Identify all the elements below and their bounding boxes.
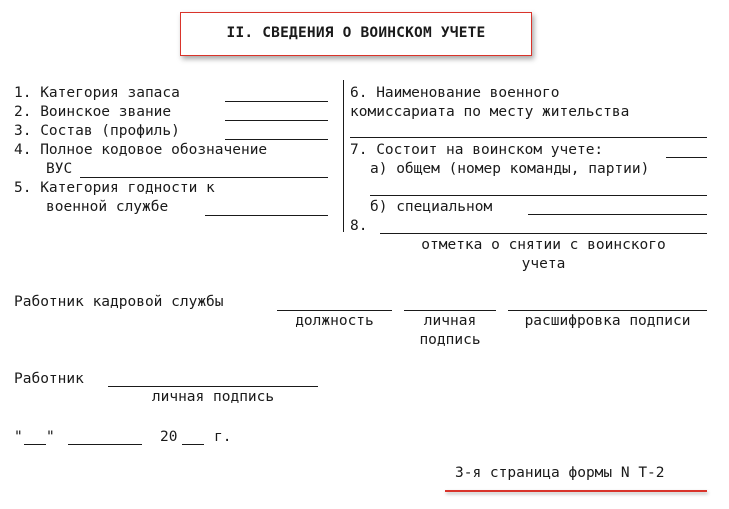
item-2-field[interactable]: [225, 120, 328, 121]
worker-signature-caption: личная подпись: [151, 389, 275, 405]
hr-decoding-caption: расшифровка подписи: [524, 313, 691, 329]
item-6-field[interactable]: [350, 137, 707, 138]
section-title-box: [180, 12, 532, 56]
hr-worker-decoding-field[interactable]: [508, 310, 707, 311]
item-5-field[interactable]: [205, 215, 328, 216]
item-4-field[interactable]: [80, 177, 328, 178]
date-month-field[interactable]: [68, 444, 142, 445]
item-4-label-cont: ВУС: [46, 161, 73, 177]
hr-worker-signature-field[interactable]: [404, 310, 496, 311]
hr-worker-label: Работник кадровой службы: [14, 294, 224, 310]
hr-position-caption: должность: [295, 313, 374, 329]
date-quote-open: ": [14, 429, 23, 445]
item-7-label: 7. Состоит на воинском учете:: [350, 142, 604, 158]
hr-signature-caption: личная: [423, 313, 477, 329]
item-5-label-cont: военной службе: [46, 199, 169, 215]
date-quote-close: ": [46, 429, 55, 445]
item-7a-label: а) общем (номер команды, партии): [370, 161, 650, 177]
item-8-field[interactable]: [380, 233, 707, 234]
item-3-label: 3. Состав (профиль): [14, 123, 180, 139]
item-4-label: 4. Полное кодовое обозначение: [14, 142, 268, 158]
section-title: II. СВЕДЕНИЯ О ВОИНСКОМ УЧЕТЕ: [226, 25, 486, 41]
item-6-label-cont: комиссариата по месту жительства: [350, 104, 630, 120]
item-8-caption-cont: учета: [521, 256, 566, 272]
item-8-label: 8.: [350, 218, 368, 234]
date-day-field[interactable]: [24, 444, 46, 445]
column-divider: [343, 80, 344, 232]
hr-signature-caption-cont: подпись: [419, 332, 481, 348]
form-page-footer: 3-я страница формы N Т-2: [455, 465, 665, 481]
item-7a-field[interactable]: [370, 195, 707, 196]
footer-underline: [445, 490, 707, 492]
item-7b-label: б) специальном: [370, 199, 493, 215]
date-year-suffix: г.: [214, 429, 232, 445]
date-year-prefix: 20: [160, 429, 178, 445]
item-3-field[interactable]: [225, 139, 328, 140]
hr-worker-position-field[interactable]: [277, 310, 392, 311]
item-7b-field[interactable]: [528, 214, 707, 215]
worker-label: Работник: [14, 371, 84, 387]
item-8-caption: отметка о снятии с воинского: [421, 237, 666, 253]
item-2-label: 2. Воинское звание: [14, 104, 172, 120]
item-6-label: 6. Наименование военного: [350, 85, 560, 101]
worker-signature-field[interactable]: [108, 386, 318, 387]
item-1-field[interactable]: [225, 101, 328, 102]
item-1-label: 1. Категория запаса: [14, 85, 180, 101]
item-5-label: 5. Категория годности к: [14, 180, 215, 196]
date-year-field[interactable]: [182, 444, 204, 445]
item-7-field[interactable]: [666, 157, 707, 158]
